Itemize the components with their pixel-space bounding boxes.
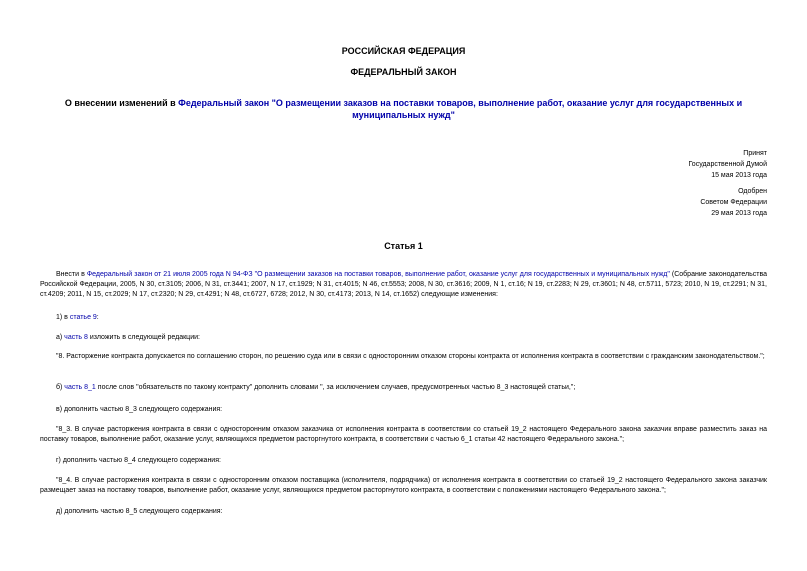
law-title-prefix: О внесении изменений в [64, 98, 179, 108]
item-a [40, 333, 783, 343]
approved-line-2: Советом Федерации [700, 199, 767, 206]
quote-part-8: "8. Расторжение контракта допускается по соглашению сторон, по решению суда или в связи с односторонним отказом стороны контракта от исполнения контракта в соответствии с гражданским законодательством."; [56, 353, 765, 360]
item-d: д) дополнить частью 8_5 следующего содержания: [56, 508, 223, 515]
intro-law-link[interactable]: Федеральный закон от 21 июля 2005 года N 94-ФЗ "О размещении заказов на поставки товаров, выполнение работ, оказание услуг для государственных и муниципальных нужд" [86, 271, 670, 278]
adopted-date: 15 мая 2013 года [711, 172, 767, 179]
item-1 [40, 313, 783, 323]
part-8-link[interactable]: часть 8 [64, 334, 88, 341]
article-intro [40, 270, 767, 300]
item-a-prefix: а) [56, 334, 65, 341]
item-b-rest: после слов "обязательств по такому контракту" дополнить словами ", за исключением случаев, предусмотренных частью 8_3 настоящей статьи,"; [95, 384, 576, 391]
intro-rest: (Собрание законодательства Российской Федерации, 2005, N 30, ст.3105; 2006, N 31, ст.3441; 2007, N 17, ст.1929; N 31, ст.4015; N 46, ст.5553; 2008, N 30, ст.3616; 2009, N 1, ст.16; N 19, ст.2283; N 29, ст.3601; N 48, ст.5711, 5723; 2010, N 19, ст.2291; N 31, ст.4209; 2011, N 15, ст.2029; N 17, ст.2320; N 29, ст.4291; N 48, ст.6727, 6728; 2012, N 30, ст.4173; 2013, N 14, ст.1652) следующие изменения: [40, 271, 767, 298]
adopted-line-1: Принят [743, 150, 767, 157]
article-title: Статья 1 [384, 241, 423, 251]
item-v: в) дополнить частью 8_3 следующего содержания: [56, 406, 223, 413]
approved-line-1: Одобрен [738, 188, 767, 195]
item-b [40, 383, 783, 393]
item-b-prefix: б) [56, 384, 65, 391]
doc-type-heading: ФЕДЕРАЛЬНЫЙ ЗАКОН [350, 67, 457, 77]
country-heading: РОССИЙСКАЯ ФЕДЕРАЦИЯ [341, 46, 466, 56]
intro-prefix: Внести в [56, 271, 87, 278]
part-8-1-link[interactable]: часть 8_1 [64, 384, 96, 391]
approved-block [700, 186, 767, 219]
item-g: г) дополнить частью 8_4 следующего содержания: [56, 457, 221, 464]
approved-date: 29 мая 2013 года [711, 210, 767, 217]
quote-part-8-4: "8_4. В случае расторжения контракта в связи с односторонним отказом поставщика (исполнителя, подрядчика) от исполнения контракта в соответствии со статьей 19_2 настоящего Федерального закона заказчик размещает заказ на поставку товаров, выполнение работ, оказание услуг, являющихся предметом расторгнутого контракта, в соответствии с положениями настоящего Федерального закона."; [40, 477, 767, 494]
item-1-suffix: : [96, 314, 99, 321]
adopted-block [688, 148, 767, 181]
quote-part-8-3: "8_3. В случае расторжения контракта в связи с односторонним отказом заказчика от исполнения контракта в соответствии со статьей 19_2 настоящего Федерального закона заказчик вправе разместить заказ на поставку товаров, выполнение работ, оказание услуг, являющихся предметом расторгнутого контракта, в соответствии с частью 6_1 статьи 42 настоящего Федерального закона."; [40, 426, 767, 443]
law-title [40, 97, 767, 121]
law-title-link[interactable]: Федеральный закон "О размещении заказов на поставки товаров, выполнение работ, оказание услуг для государственных и муниципальных нужд" [178, 98, 743, 120]
item-1-prefix: 1) в [56, 314, 70, 321]
adopted-line-2: Государственной Думой [688, 161, 767, 168]
item-a-rest: изложить в следующей редакции: [87, 334, 200, 341]
article-9-link[interactable]: статье 9 [69, 314, 97, 321]
